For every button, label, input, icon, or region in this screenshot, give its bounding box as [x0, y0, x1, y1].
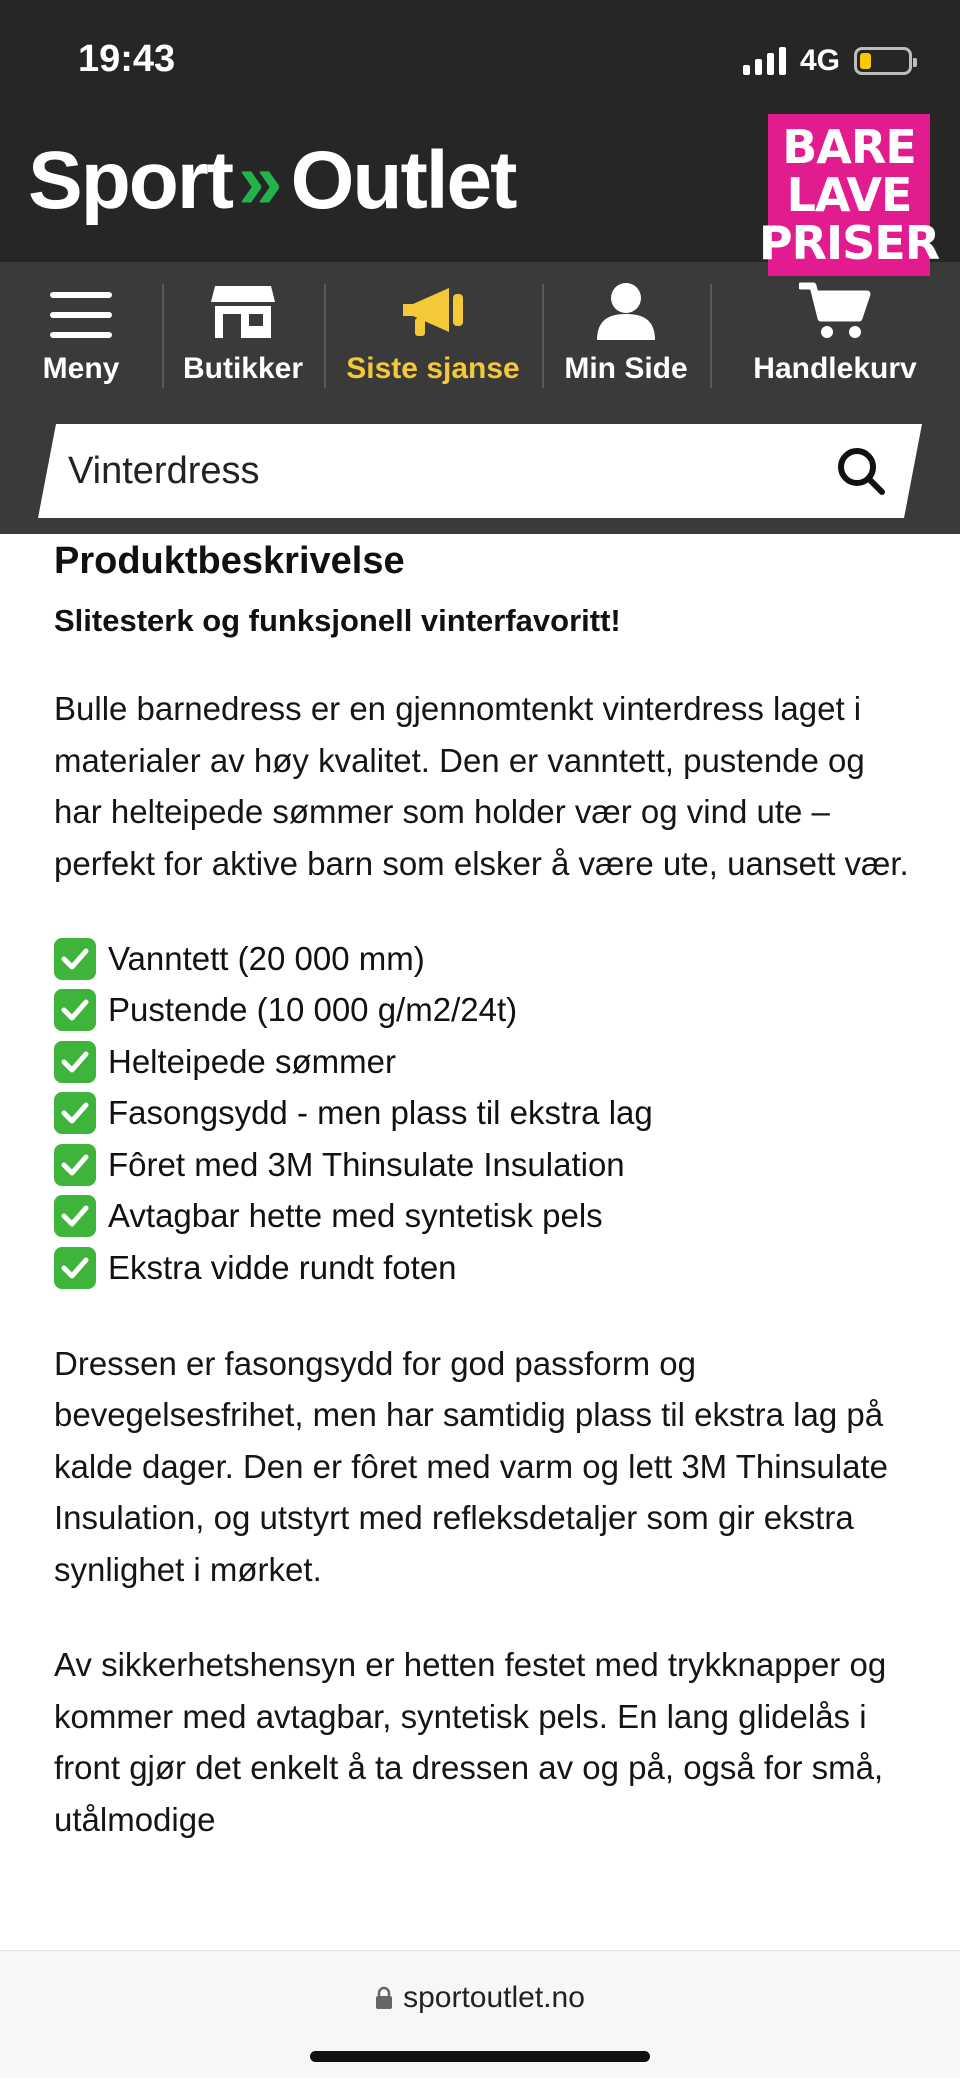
- description-subtitle: Slitesterk og funksjonell vinterfavoritt!: [54, 603, 621, 638]
- nav-label-my-page: Min Side: [564, 352, 688, 385]
- url-text: sportoutlet.no: [403, 1981, 585, 2014]
- sport-outlet-logo[interactable]: [28, 135, 516, 226]
- promo-line-1: BARE: [782, 120, 916, 174]
- nav-label-cart: Handlekurv: [753, 352, 917, 385]
- check-icon: [54, 1041, 96, 1083]
- description-paragraph-2: Dressen er fasongsydd for god passform og bevegelsesfrihet, men har samtidig plass til ekstra lag på kalde dager. Den er fôret med varm og lett 3M Thinsulate Insulation, og utstyrt med refleksdetaljer som gir ekstra synlighet i mørket.: [54, 1344, 888, 1588]
- description-paragraph-1: Bulle barnedress er en gjennomtenkt vinterdress laget i materialer av høy kvalitet. Den er vanntett, pustende og har helteipede sømmer som holder vær og vind ute – perfekt for aktive barn som elsker å være ute, uansett vær.: [54, 690, 909, 882]
- logo-text-sport: Sport: [28, 135, 233, 226]
- cart-icon: [799, 280, 871, 340]
- check-icon: [54, 1144, 96, 1186]
- search-box: [38, 424, 922, 518]
- url-display[interactable]: [0, 1981, 960, 2015]
- signal-icon: [743, 47, 786, 75]
- nav-item-cart[interactable]: [710, 262, 960, 408]
- nav-label-last-chance: Siste sjanse: [346, 352, 520, 385]
- feature-text: Vanntett (20 000 mm): [108, 939, 425, 977]
- logo-arrows: »: [238, 136, 269, 225]
- description-paragraph-3: Av sikkerhetshensyn er hetten festet med trykknapper og kommer med avtagbar, syntetisk pels. En lang glidelås i front gjør det enkelt å ta dressen av og på, også for små, utålmodige: [54, 1646, 887, 1838]
- product-description: [54, 534, 914, 1845]
- search-icon[interactable]: [836, 446, 886, 496]
- check-icon: [54, 1092, 96, 1134]
- status-indicators: [743, 44, 912, 78]
- nav-item-menu[interactable]: [0, 262, 162, 408]
- logo-text-outlet: Outlet: [290, 135, 516, 226]
- promo-badge[interactable]: [758, 114, 940, 276]
- battery-icon: [854, 47, 912, 75]
- check-icon: [54, 989, 96, 1031]
- feature-item: [54, 1242, 914, 1294]
- check-icon: [54, 1247, 96, 1289]
- nav-label-stores: Butikker: [182, 352, 304, 385]
- main-nav: [0, 262, 960, 408]
- feature-item: [54, 1139, 914, 1191]
- feature-item: [54, 1088, 914, 1140]
- feature-text: Avtagbar hette med syntetisk pels: [108, 1197, 603, 1235]
- search-input[interactable]: [68, 450, 808, 493]
- promo-line-3: PRISER: [758, 216, 940, 270]
- home-indicator[interactable]: [310, 2051, 650, 2062]
- store-icon: [209, 284, 277, 340]
- promo-line-2: LAVE: [786, 168, 912, 222]
- user-icon: [595, 282, 657, 340]
- nav-item-my-page[interactable]: [542, 262, 710, 408]
- feature-text: Fôret med 3M Thinsulate Insulation: [108, 1145, 625, 1183]
- nav-item-stores[interactable]: [162, 262, 324, 408]
- hamburger-icon: [50, 290, 112, 340]
- feature-text: Ekstra vidde rundt foten: [108, 1248, 457, 1286]
- feature-item: [54, 985, 914, 1037]
- feature-text: Helteipede sømmer: [108, 1042, 396, 1080]
- feature-item: [54, 1036, 914, 1088]
- network-type: 4G: [799, 44, 840, 77]
- search-bar: [0, 408, 960, 534]
- feature-text: Pustende (10 000 g/m2/24t): [108, 991, 518, 1029]
- browser-address-bar[interactable]: [0, 1950, 960, 2078]
- megaphone-icon: [397, 284, 469, 340]
- feature-item: [54, 933, 914, 985]
- check-icon: [54, 938, 96, 980]
- feature-item: [54, 1191, 914, 1243]
- lock-icon: [375, 1986, 393, 2010]
- nav-label-menu: Meny: [42, 352, 120, 385]
- section-title: Produktbeskrivelse: [54, 540, 405, 582]
- feature-list: [54, 933, 914, 1294]
- check-icon: [54, 1195, 96, 1237]
- feature-text: Fasongsydd - men plass til ekstra lag: [108, 1094, 653, 1132]
- nav-item-last-chance[interactable]: [324, 262, 542, 408]
- status-time: 19:43: [78, 38, 176, 80]
